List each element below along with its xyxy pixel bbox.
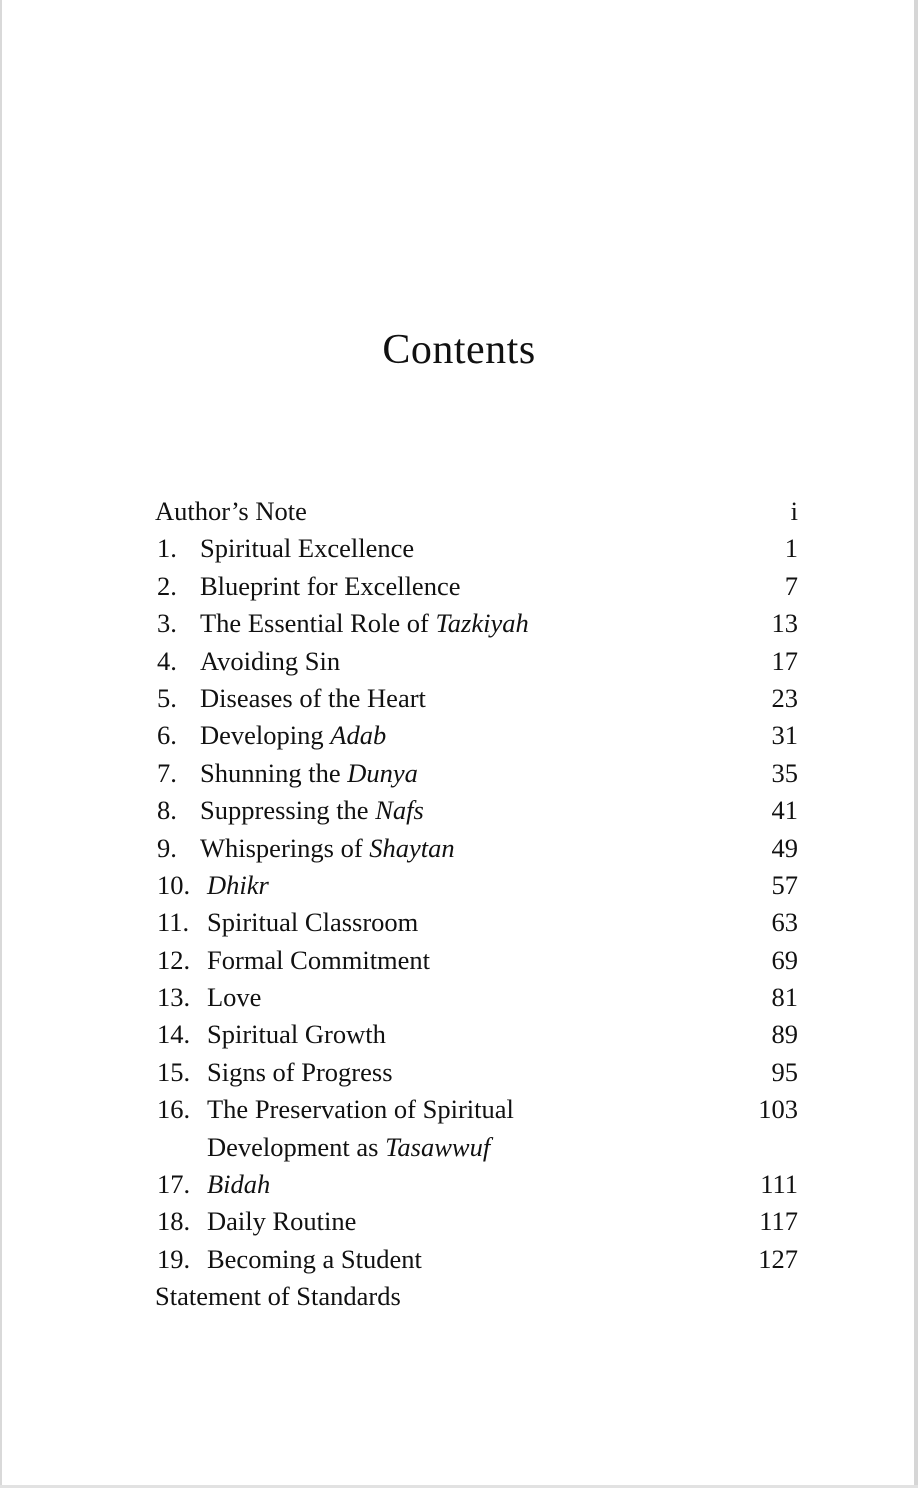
toc-entry-label [200, 755, 418, 792]
toc-entry-chapter-19[interactable] [155, 1241, 798, 1278]
page-edge-left [0, 0, 2, 1488]
toc-entry-label: Becoming a Student [207, 1243, 422, 1274]
toc-entry-page: 89 [771, 1019, 798, 1050]
toc-entry-page: 1 [784, 533, 798, 564]
toc-entry-label: Blueprint for Excellence [200, 570, 461, 601]
toc-entry-statement-of-standards[interactable] [155, 1278, 798, 1315]
toc-entry-label-text: Whisperings of [200, 832, 370, 863]
toc-entry-page: 35 [771, 757, 798, 788]
toc-entry-page: 63 [771, 907, 798, 938]
toc-entry-label: Spiritual Excellence [200, 533, 415, 564]
toc-entry-label-line2 [207, 1129, 514, 1166]
toc-entry-label-italic: Dunya [347, 757, 418, 788]
toc-entry-chapter-16[interactable] [155, 1091, 798, 1166]
toc-entry-number: 19. [157, 1243, 191, 1274]
toc-entry-number: 2. [157, 570, 177, 601]
toc-entry-chapter-2[interactable] [155, 568, 798, 605]
toc-entry-number: 10. [157, 869, 191, 900]
toc-entry-label-italic: Nafs [375, 795, 424, 826]
toc-entry-label-italic: Tasawwuf [385, 1131, 491, 1162]
toc-entry-label-text: Shunning the [200, 757, 348, 788]
toc-entry-label: Avoiding Sin [200, 645, 341, 676]
toc-entry-label-italic: Tazkiyah [435, 608, 529, 639]
table-of-contents [155, 493, 798, 1316]
toc-entry-label: Author’s Note [155, 496, 307, 526]
toc-entry-page: 7 [784, 570, 798, 601]
toc-entry-chapter-18[interactable] [155, 1203, 798, 1240]
toc-entry-number: 13. [157, 982, 191, 1013]
toc-entry-number: 3. [157, 608, 177, 639]
toc-entry-authors-note[interactable] [155, 493, 798, 530]
toc-entry-chapter-1[interactable] [155, 530, 798, 567]
toc-entry-label [200, 830, 455, 867]
toc-entry-number: 17. [157, 1169, 191, 1200]
toc-entry-label-text: Development as [207, 1131, 386, 1162]
toc-entry-page: 41 [771, 795, 798, 826]
toc-entry-chapter-13[interactable] [155, 979, 798, 1016]
toc-entry-label [200, 605, 529, 642]
toc-entry-page: 117 [759, 1206, 798, 1237]
toc-entry-label: Spiritual Classroom [207, 907, 419, 938]
toc-entry-chapter-6[interactable] [155, 717, 798, 754]
toc-entry-number: 11. [157, 907, 190, 938]
toc-entry-label-italic: Bidah [207, 1169, 271, 1200]
toc-entry-label [200, 717, 386, 754]
toc-entry-number: 1. [157, 533, 177, 564]
toc-entry-chapter-14[interactable] [155, 1016, 798, 1053]
toc-entry-page: 17 [771, 645, 798, 676]
toc-entry-chapter-11[interactable] [155, 904, 798, 941]
toc-entry-chapter-10[interactable] [155, 867, 798, 904]
toc-entry-chapter-9[interactable] [155, 830, 798, 867]
toc-entry-label-italic: Adab [330, 720, 387, 751]
toc-entry-label: Signs of Progress [207, 1056, 393, 1087]
toc-entry-label: Spiritual Growth [207, 1019, 386, 1050]
toc-entry-label [207, 1091, 514, 1166]
toc-entry-label: Statement of Standards [155, 1281, 401, 1312]
toc-entry-label [200, 792, 424, 829]
toc-entry-page: 103 [758, 1094, 798, 1125]
toc-entry-chapter-17[interactable] [155, 1166, 798, 1203]
toc-entry-chapter-8[interactable] [155, 792, 798, 829]
toc-entry-number: 6. [157, 720, 177, 751]
toc-entry-page: 23 [771, 682, 798, 713]
toc-entry-chapter-4[interactable] [155, 643, 798, 680]
toc-entry-page: 69 [771, 944, 798, 975]
toc-entry-label [207, 867, 269, 904]
toc-entry-label: Love [207, 982, 262, 1013]
toc-entry-number: 12. [157, 944, 191, 975]
toc-entry-label-italic: Shaytan [369, 832, 455, 863]
toc-entry-number: 4. [157, 645, 177, 676]
toc-entry-label [207, 1166, 270, 1203]
toc-entry-page: 81 [771, 982, 798, 1013]
toc-entry-number: 5. [157, 682, 177, 713]
toc-entry-number: 8. [157, 795, 177, 826]
toc-entry-label-text: Developing [200, 720, 331, 751]
toc-entry-page: 31 [771, 720, 798, 751]
toc-entry-number: 18. [157, 1206, 191, 1237]
toc-entry-page: 95 [771, 1056, 798, 1087]
page-edge-right [914, 0, 918, 1488]
toc-entry-page: 13 [771, 608, 798, 639]
toc-entry-label: Formal Commitment [207, 944, 431, 975]
toc-entry-number: 16. [157, 1094, 191, 1125]
toc-entry-label-italic: Dhikr [207, 869, 269, 900]
toc-entry-page: i [790, 496, 798, 526]
toc-entry-chapter-15[interactable] [155, 1054, 798, 1091]
toc-entry-label: Daily Routine [207, 1206, 357, 1237]
toc-entry-label-line1: The Preservation of Spiritual [207, 1094, 514, 1125]
toc-entry-number: 9. [157, 832, 177, 863]
toc-entry-number: 15. [157, 1056, 191, 1087]
page-title: Contents [382, 327, 536, 373]
toc-entry-chapter-7[interactable] [155, 755, 798, 792]
toc-entry-chapter-12[interactable] [155, 942, 798, 979]
toc-entry-label: Diseases of the Heart [200, 682, 426, 713]
toc-entry-page: 49 [771, 832, 798, 863]
toc-entry-label-text: Suppressing the [200, 795, 376, 826]
toc-entry-page: 127 [758, 1243, 798, 1274]
toc-entry-number: 7. [157, 757, 177, 788]
toc-entry-page: 57 [771, 869, 798, 900]
toc-entry-chapter-5[interactable] [155, 680, 798, 717]
toc-entry-chapter-3[interactable] [155, 605, 798, 642]
toc-entry-number: 14. [157, 1019, 191, 1050]
toc-entry-page: 111 [760, 1169, 798, 1200]
toc-entry-label-text: The Essential Role of [200, 608, 436, 639]
